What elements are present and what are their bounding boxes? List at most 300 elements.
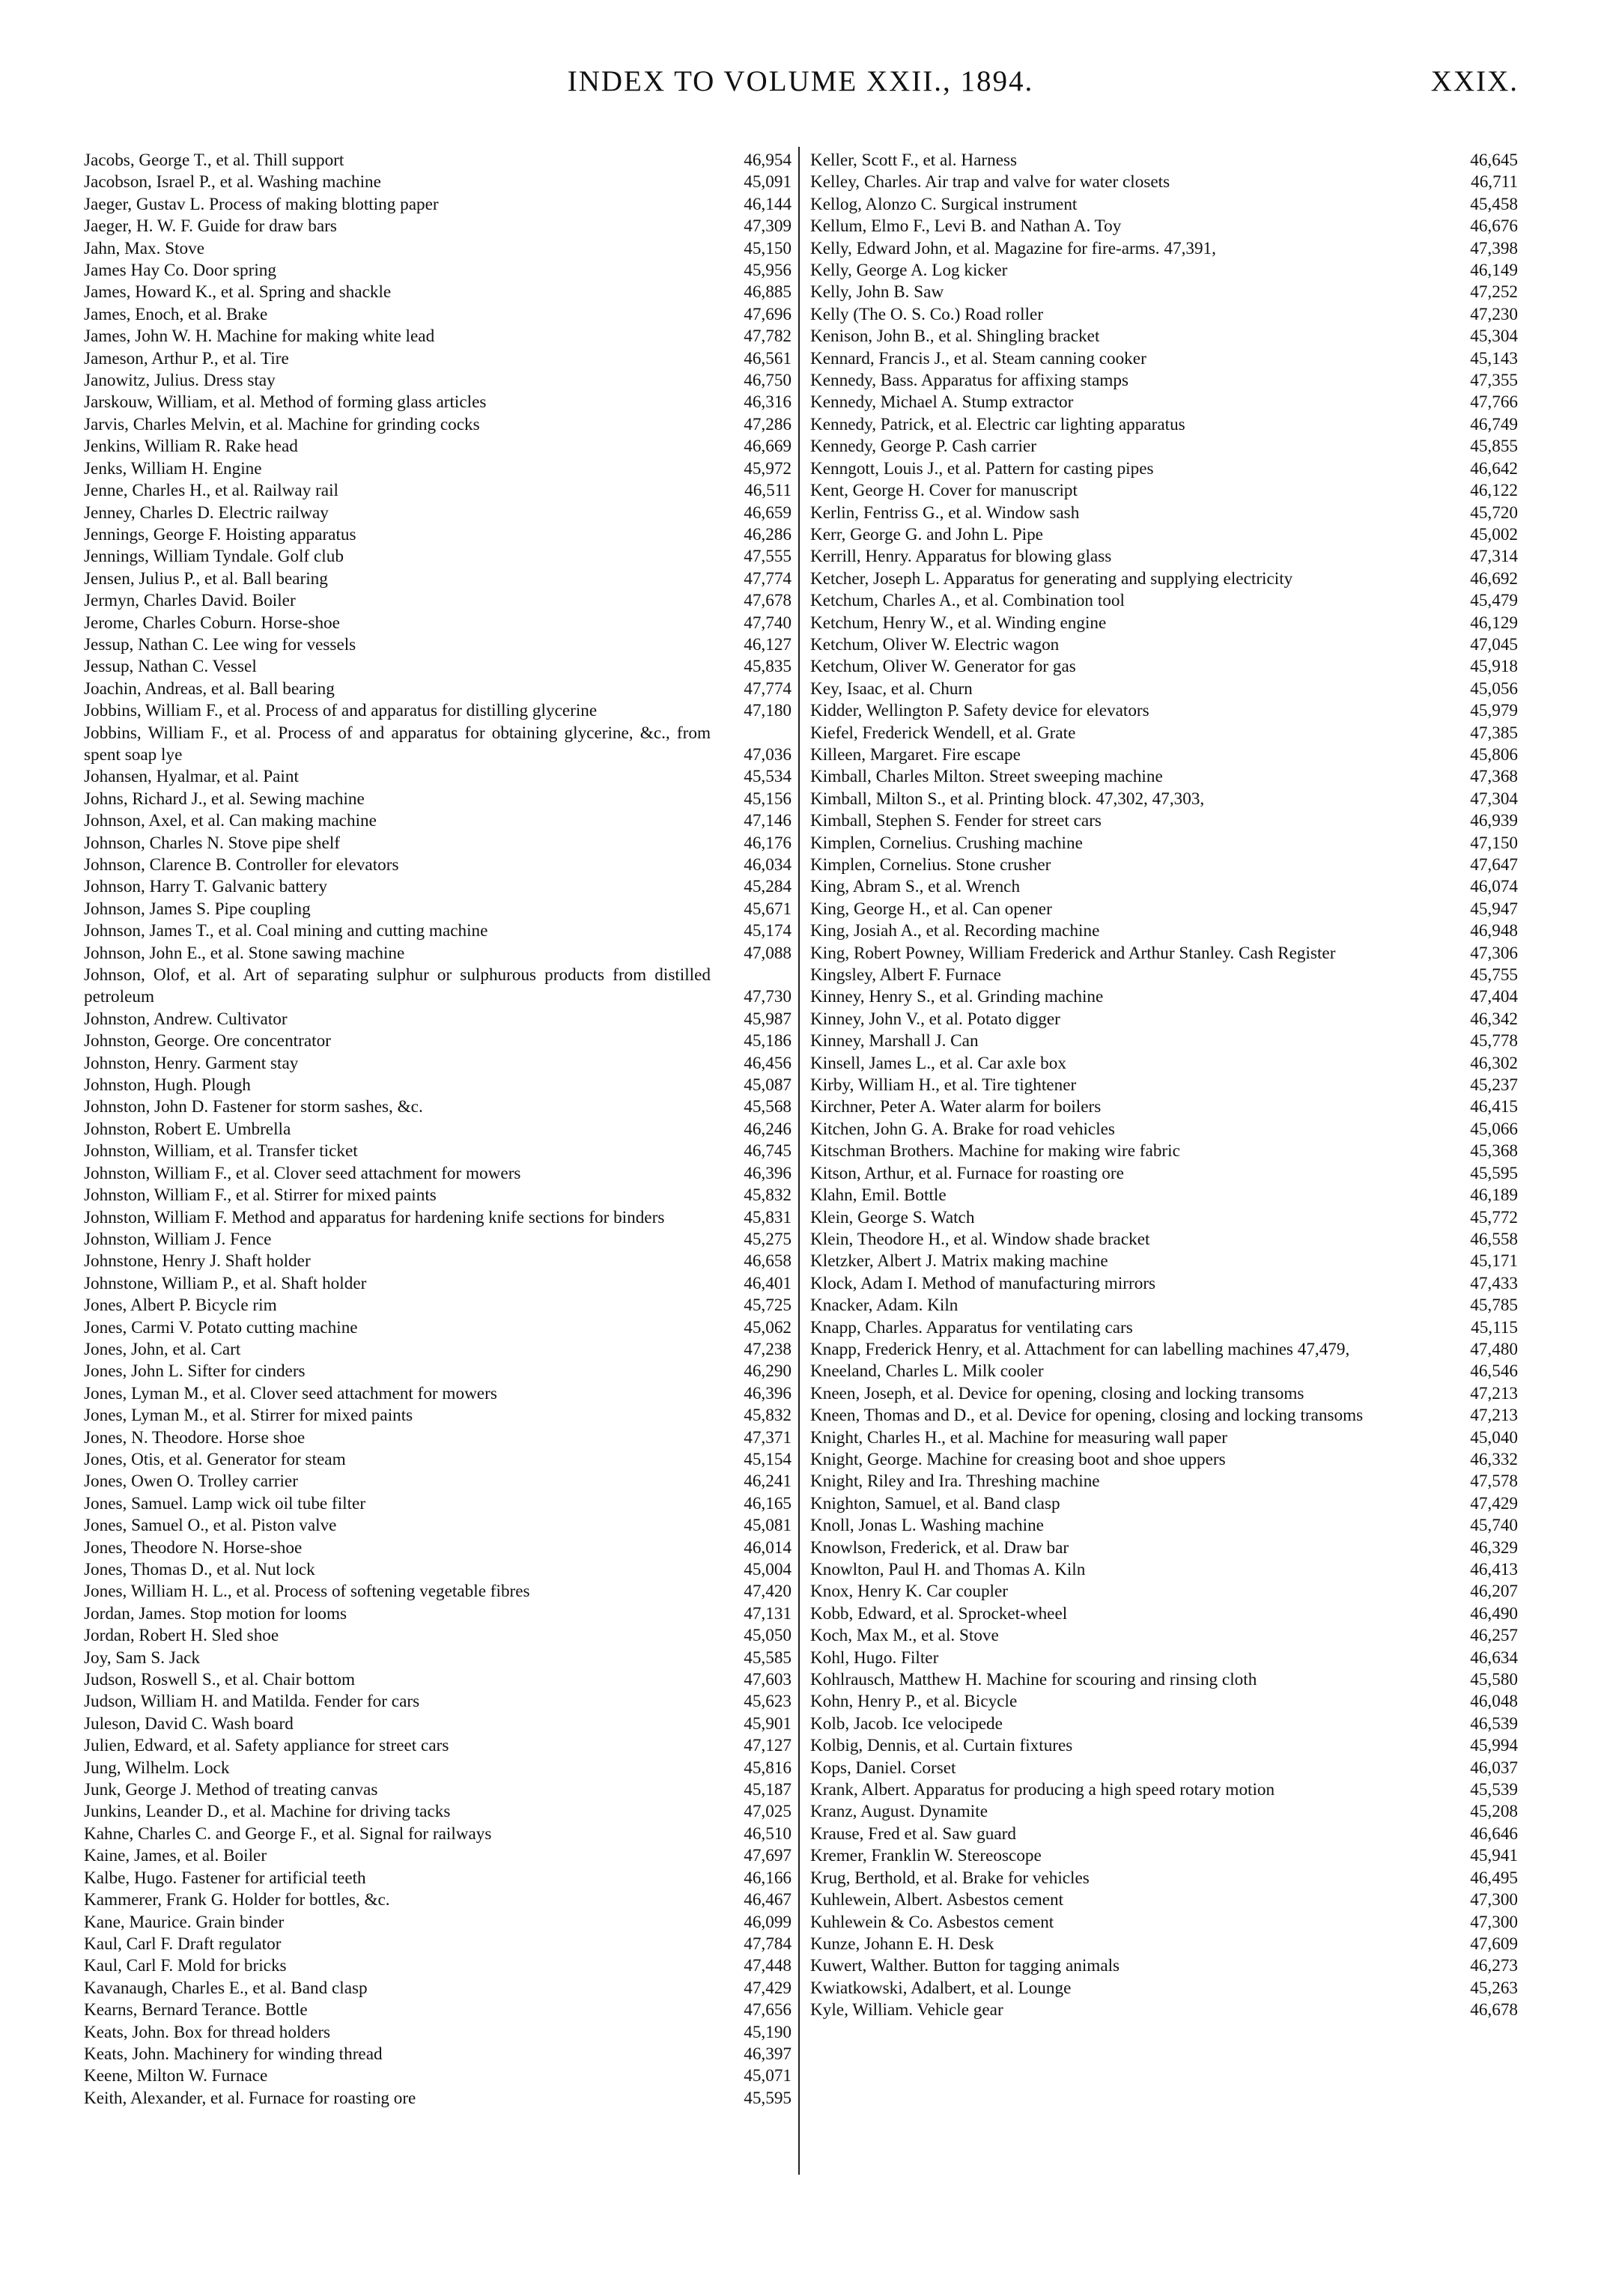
index-entry <box>810 1868 1518 1889</box>
patent-number: 46,396 <box>744 1383 792 1403</box>
index-entry <box>84 1537 792 1559</box>
entry-text: Keats, John. Box for thread holders <box>84 2022 331 2042</box>
patent-number: 46,122 <box>1470 481 1518 501</box>
index-entry <box>84 1934 792 1955</box>
index-entry <box>810 194 1518 216</box>
index-entry <box>810 326 1518 347</box>
index-entry <box>84 1868 792 1889</box>
patent-number: 45,186 <box>744 1031 792 1051</box>
entry-text: King, Abram S., et al. Wrench <box>810 877 1021 897</box>
index-entry <box>84 634 792 656</box>
entry-text: Kennedy, Patrick, et al. Electric car lighting apparatus <box>810 414 1185 434</box>
patent-number: 47,774 <box>744 568 792 589</box>
entry-text: Jones, Theodore N. Horse-shoe <box>84 1537 303 1558</box>
index-entry <box>810 1845 1518 1867</box>
entry-text: Krank, Albert. Apparatus for producing a high speed rotary motion <box>810 1780 1275 1800</box>
patent-number: 45,568 <box>744 1097 792 1117</box>
patent-number: 45,539 <box>1470 1780 1518 1800</box>
patent-number: 45,368 <box>1470 1141 1518 1161</box>
patent-number: 45,987 <box>744 1009 792 1029</box>
entry-text: Johnston, William F., et al. Clover seed attachment for mowers <box>84 1163 521 1183</box>
entry-text: Kennedy, Michael A. Stump extractor <box>810 392 1074 413</box>
index-entry <box>810 1075 1518 1096</box>
patent-number: 45,458 <box>1470 194 1518 214</box>
entry-text: Knighton, Samuel, et al. Band clasp <box>810 1493 1060 1513</box>
index-entry <box>84 2022 792 2044</box>
patent-number: 47,368 <box>1470 767 1518 787</box>
index-entry <box>84 1779 792 1801</box>
index-entry <box>84 546 792 568</box>
patent-number: 47,025 <box>744 1802 792 1822</box>
index-entry <box>810 1273 1518 1295</box>
patent-number: 46,127 <box>744 634 792 655</box>
patent-number: 47,696 <box>744 304 792 324</box>
index-entry <box>810 634 1518 656</box>
entry-text: Kinney, Henry S., et al. Grinding machine <box>810 987 1104 1007</box>
patent-number: 46,939 <box>1470 811 1518 831</box>
index-entry <box>810 1603 1518 1625</box>
index-entry <box>84 326 792 347</box>
patent-number: 45,071 <box>744 2066 792 2086</box>
entry-text: Johnson, James T., et al. Coal mining and cutting machine <box>84 921 488 941</box>
patent-number: 45,755 <box>1470 965 1518 985</box>
patent-number: 45,040 <box>1470 1427 1518 1448</box>
entry-text: Johansen, Hyalmar, et al. Paint <box>84 767 299 787</box>
index-entry <box>84 1758 792 1779</box>
patent-number: 47,036 <box>744 744 792 765</box>
entry-text: Ketcher, Joseph L. Apparatus for generating and supplying electricity <box>810 568 1293 589</box>
index-entry <box>84 920 792 942</box>
index-entry <box>810 1207 1518 1229</box>
index-entry <box>84 1801 792 1823</box>
patent-number: 46,166 <box>744 1868 792 1888</box>
index-entry <box>810 1801 1518 1823</box>
patent-number: 46,561 <box>744 348 792 368</box>
column-divider <box>798 147 800 2175</box>
patent-number: 46,034 <box>744 855 792 875</box>
index-entry <box>810 1317 1518 1339</box>
entry-text: Jenkins, William R. Rake head <box>84 437 298 457</box>
patent-number: 45,725 <box>744 1296 792 1316</box>
index-entry <box>810 436 1518 458</box>
page-header <box>82 64 1519 102</box>
index-entry <box>810 1581 1518 1603</box>
index-column-right <box>810 150 1518 2022</box>
index-entry <box>84 1030 792 1052</box>
entry-text: Johnston, John D. Fastener for storm sashes, &c. <box>84 1097 423 1117</box>
entry-text: Juleson, David C. Wash board <box>84 1713 294 1734</box>
patent-number: 46,037 <box>1470 1758 1518 1778</box>
entry-text: Jenney, Charles D. Electric railway <box>84 502 329 523</box>
index-entry <box>84 2088 792 2110</box>
index-entry <box>810 1955 1518 1977</box>
entry-text: Krause, Fred et al. Saw guard <box>810 1823 1016 1844</box>
patent-number: 47,300 <box>1470 1890 1518 1910</box>
index-entry <box>84 1978 792 1999</box>
entry-text: Kellog, Alonzo C. Surgical instrument <box>810 194 1078 214</box>
entry-text: Kennedy, George P. Cash carrier <box>810 437 1036 457</box>
index-entry <box>810 392 1518 413</box>
entry-text: Johnston, George. Ore concentrator <box>84 1031 331 1051</box>
entry-text: Knox, Henry K. Car coupler <box>810 1582 1009 1602</box>
entry-text: Kaul, Carl F. Draft regulator <box>84 1934 282 1954</box>
entry-text: Kwiatkowski, Adalbert, et al. Lounge <box>810 1978 1072 1998</box>
patent-number: 47,309 <box>744 216 792 237</box>
entry-text: Kuhlewein & Co. Asbestos cement <box>810 1912 1054 1932</box>
patent-number: 45,275 <box>744 1229 792 1249</box>
patent-number: 46,658 <box>744 1251 792 1272</box>
index-entry <box>84 590 792 612</box>
patent-number: 45,595 <box>744 2088 792 2108</box>
entry-text: Jaeger, Gustav L. Process of making blotting paper <box>84 194 439 214</box>
index-entry <box>810 1735 1518 1757</box>
patent-number: 46,415 <box>1470 1097 1518 1117</box>
index-entry <box>84 1339 792 1361</box>
patent-number: 47,420 <box>744 1582 792 1602</box>
entry-text: Jones, John L. Sifter for cinders <box>84 1361 306 1382</box>
index-entry <box>84 436 792 458</box>
entry-text: Jones, Lyman M., et al. Stirrer for mixed paints <box>84 1406 413 1426</box>
patent-number: 45,832 <box>744 1185 792 1206</box>
patent-number: 45,947 <box>1470 899 1518 919</box>
entry-text: Judson, William H. and Matilda. Fender for cars <box>84 1692 420 1712</box>
patent-number: 45,066 <box>1470 1119 1518 1139</box>
index-entry <box>810 502 1518 524</box>
patent-number: 45,835 <box>744 657 792 677</box>
patent-number: 45,585 <box>744 1647 792 1668</box>
patent-number: 47,429 <box>744 1978 792 1998</box>
entry-text: Knight, Riley and Ira. Threshing machine <box>810 1472 1100 1492</box>
patent-number: 46,149 <box>1470 261 1518 281</box>
entry-text: Kremer, Franklin W. Stereoscope <box>810 1846 1042 1866</box>
entry-text: Kearns, Bernard Terance. Bottle <box>84 2000 308 2020</box>
index-entry <box>810 260 1518 282</box>
patent-number: 46,273 <box>1470 1956 1518 1976</box>
entry-text: Jordan, James. Stop motion for looms <box>84 1603 347 1624</box>
entry-text: Johnston, William F. Method and apparatus for hardening knife sections for binders <box>84 1207 665 1227</box>
index-entry <box>84 568 792 590</box>
index-entry <box>810 348 1518 370</box>
entry-text: Ketchum, Oliver W. Generator for gas <box>810 657 1076 677</box>
patent-number: 46,332 <box>1470 1449 1518 1469</box>
patent-number: 45,941 <box>1470 1846 1518 1866</box>
patent-number: 46,286 <box>744 524 792 544</box>
entry-text: Klahn, Emil. Bottle <box>810 1185 947 1206</box>
patent-number: 45,580 <box>1470 1670 1518 1690</box>
entry-text: Knacker, Adam. Kiln <box>810 1296 959 1316</box>
entry-text: Jones, Otis, et al. Generator for steam <box>84 1449 346 1469</box>
entry-text: Kalbe, Hugo. Fastener for artificial teeth <box>84 1868 366 1888</box>
index-entry <box>810 1713 1518 1735</box>
patent-number: 47,609 <box>1470 1934 1518 1954</box>
entry-text: Kavanaugh, Charles E., et al. Band clasp <box>84 1978 368 1998</box>
entry-text: Johns, Richard J., et al. Sewing machine <box>84 789 365 809</box>
entry-text: Kelly (The O. S. Co.) Road roller <box>810 304 1044 324</box>
entry-text: Johnstone, William P., et al. Shaft holder <box>84 1273 367 1293</box>
index-entry <box>84 899 792 920</box>
patent-number: 47,647 <box>1470 855 1518 875</box>
entry-text: Johnson, Clarence B. Controller for elevators <box>84 855 399 875</box>
index-entry <box>810 1119 1518 1141</box>
entry-text: Kobb, Edward, et al. Sprocket-wheel <box>810 1603 1068 1624</box>
patent-number: 47,404 <box>1470 987 1518 1007</box>
patent-number: 46,257 <box>1470 1626 1518 1646</box>
index-entry <box>810 613 1518 634</box>
entry-text: James, Howard K., et al. Spring and shackle <box>84 282 392 303</box>
patent-number: 45,190 <box>744 2022 792 2042</box>
patent-number: 46,207 <box>1470 1582 1518 1602</box>
index-entry <box>810 1934 1518 1955</box>
entry-text: Kletzker, Albert J. Matrix making machine <box>810 1251 1108 1272</box>
patent-number: 47,131 <box>744 1603 792 1624</box>
patent-number: 47,555 <box>744 547 792 567</box>
index-entry <box>810 1758 1518 1779</box>
index-entry <box>810 1493 1518 1515</box>
patent-number: 46,413 <box>1470 1560 1518 1579</box>
patent-number: 47,306 <box>1470 943 1518 963</box>
patent-number: 47,314 <box>1470 547 1518 567</box>
patent-number: 45,143 <box>1470 348 1518 368</box>
patent-number: 46,539 <box>1470 1713 1518 1734</box>
entry-text: Kennedy, Bass. Apparatus for affixing stamps <box>810 371 1129 391</box>
patent-number: 47,398 <box>1470 238 1518 258</box>
patent-number: 47,730 <box>744 987 792 1007</box>
entry-text: Kerlin, Fentriss G., et al. Window sash <box>810 502 1080 523</box>
index-entry <box>810 1999 1518 2021</box>
patent-number: 45,816 <box>744 1758 792 1778</box>
entry-text: Kunze, Johann E. H. Desk <box>810 1934 994 1954</box>
index-entry <box>810 1449 1518 1471</box>
index-entry <box>810 1779 1518 1801</box>
index-entry <box>84 1647 792 1669</box>
index-entry <box>84 1119 792 1141</box>
entry-text: James, John W. H. Machine for making white lead <box>84 327 435 347</box>
index-entry <box>84 1405 792 1427</box>
patent-number: 47,213 <box>1470 1383 1518 1403</box>
index-entry <box>810 1823 1518 1845</box>
index-entry <box>84 282 792 303</box>
entry-text: Koch, Max M., et al. Stove <box>810 1626 999 1646</box>
patent-number: 46,692 <box>1470 568 1518 589</box>
entry-text: Johnston, Henry. Garment stay <box>84 1053 299 1073</box>
patent-number: 46,954 <box>744 151 792 170</box>
entry-text: Kimball, Milton S., et al. Printing block. 47,302, 47,303, <box>810 789 1205 809</box>
entry-text: Kidder, Wellington P. Safety device for elevators <box>810 701 1149 721</box>
entry-text: Killeen, Margaret. Fire escape <box>810 744 1021 765</box>
patent-number: 45,785 <box>1470 1296 1518 1316</box>
index-entry <box>84 1163 792 1185</box>
index-entry <box>84 1317 792 1339</box>
patent-number: 45,534 <box>744 767 792 787</box>
index-entry <box>84 810 792 832</box>
patent-number: 46,129 <box>1470 613 1518 633</box>
entry-text: Kitchen, John G. A. Brake for road vehicles <box>810 1119 1115 1139</box>
patent-number: 45,156 <box>744 789 792 809</box>
patent-number: 46,634 <box>1470 1647 1518 1668</box>
patent-number: 45,979 <box>1470 701 1518 721</box>
entry-text: Ketchum, Oliver W. Electric wagon <box>810 634 1060 655</box>
entry-text: Kammerer, Frank G. Holder for bottles, &c. <box>84 1890 390 1910</box>
index-entry <box>84 678 792 700</box>
patent-number: 46,397 <box>744 2044 792 2064</box>
entry-text: Johnson, Harry T. Galvanic battery <box>84 877 327 897</box>
index-entry <box>810 1647 1518 1669</box>
patent-number: 47,740 <box>744 613 792 633</box>
patent-number: 46,659 <box>744 502 792 523</box>
index-entry <box>84 2065 792 2087</box>
entry-text: Johnson, Charles N. Stove pipe shelf <box>84 833 340 853</box>
patent-number: 45,778 <box>1470 1031 1518 1051</box>
entry-text: Jameson, Arthur P., et al. Tire <box>84 348 289 368</box>
patent-number: 46,678 <box>1470 2000 1518 2020</box>
entry-text: Knowlson, Frederick, et al. Draw bar <box>810 1537 1069 1558</box>
index-entry <box>84 1251 792 1272</box>
index-entry <box>84 854 792 876</box>
index-entry <box>810 1912 1518 1934</box>
entry-text: Kuhlewein, Albert. Asbestos cement <box>810 1890 1064 1910</box>
index-entry <box>810 986 1518 1008</box>
entry-text: Jennings, George F. Hoisting apparatus <box>84 524 356 544</box>
index-entry <box>84 1096 792 1118</box>
patent-number: 47,429 <box>1470 1493 1518 1513</box>
patent-number: 45,056 <box>1470 678 1518 699</box>
index-entry <box>810 1185 1518 1206</box>
index-entry <box>810 965 1518 986</box>
entry-text: Jones, Thomas D., et al. Nut lock <box>84 1560 315 1579</box>
patent-number: 46,745 <box>744 1141 792 1161</box>
index-entry <box>810 854 1518 876</box>
entry-text: Jenks, William H. Engine <box>84 458 262 479</box>
index-entry <box>810 1339 1518 1361</box>
entry-text: Ketchum, Charles A., et al. Combination tool <box>810 591 1125 611</box>
entry-text: Johnston, Andrew. Cultivator <box>84 1009 288 1029</box>
entry-text: Klein, George S. Watch <box>810 1207 975 1227</box>
index-entry <box>810 370 1518 392</box>
entry-text: Jennings, William Tyndale. Golf club <box>84 547 344 567</box>
patent-number: 45,154 <box>744 1449 792 1469</box>
entry-text: Kingsley, Albert F. Furnace <box>810 965 1001 985</box>
patent-number: 45,150 <box>744 238 792 258</box>
patent-number: 46,144 <box>744 194 792 214</box>
entry-text: Kiefel, Frederick Wendell, et al. Grate <box>810 723 1076 743</box>
index-entry <box>810 282 1518 303</box>
entry-text: Jarvis, Charles Melvin, et al. Machine for grinding cocks <box>84 414 480 434</box>
patent-number: 45,304 <box>1470 327 1518 347</box>
index-entry <box>810 876 1518 898</box>
entry-text: Jobbins, William F., et al. Process of and apparatus for distilling glycerine <box>84 701 598 721</box>
patent-number: 46,176 <box>744 833 792 853</box>
entry-text: Jones, Carmi V. Potato cutting machine <box>84 1317 358 1337</box>
entry-text: Kolbig, Dennis, et al. Curtain fixtures <box>810 1736 1073 1756</box>
index-entry <box>84 965 792 1009</box>
patent-number: 45,263 <box>1470 1978 1518 1998</box>
index-entry <box>810 546 1518 568</box>
index-entry <box>810 1141 1518 1162</box>
entry-text: Kneen, Joseph, et al. Device for opening, closing and locking transoms <box>810 1383 1304 1403</box>
entry-text: Kimplen, Cornelius. Crushing machine <box>810 833 1083 853</box>
entry-text: Kinsell, James L., et al. Car axle box <box>810 1053 1066 1073</box>
index-entry <box>84 150 792 171</box>
entry-text: Jacobson, Israel P., et al. Washing machine <box>84 172 381 192</box>
entry-text: Jones, N. Theodore. Horse shoe <box>84 1427 306 1448</box>
patent-number: 46,645 <box>1470 151 1518 170</box>
patent-number: 46,642 <box>1470 458 1518 479</box>
patent-number: 46,074 <box>1470 877 1518 897</box>
entry-text: Jobbins, William F., et al. Process of and apparatus for obtaining glycerine, &c., from spent soap lye <box>84 723 711 765</box>
entry-text: Kerr, George G. and John L. Pipe <box>810 524 1043 544</box>
patent-number: 45,918 <box>1470 657 1518 677</box>
index-entry <box>84 1713 792 1735</box>
patent-number: 47,238 <box>744 1339 792 1359</box>
entry-text: Keats, John. Machinery for winding thread <box>84 2044 383 2064</box>
patent-number: 46,467 <box>744 1890 792 1910</box>
patent-number: 47,045 <box>1470 634 1518 655</box>
patent-number: 47,146 <box>744 811 792 831</box>
entry-text: Jones, Owen O. Trolley carrier <box>84 1472 298 1492</box>
index-entry <box>84 789 792 810</box>
index-entry <box>810 568 1518 590</box>
patent-number: 46,099 <box>744 1912 792 1932</box>
index-entry <box>84 502 792 524</box>
index-entry <box>84 656 792 678</box>
entry-text: Jermyn, Charles David. Boiler <box>84 591 296 611</box>
patent-number: 45,115 <box>1471 1317 1518 1337</box>
entry-text: Kranz, August. Dynamite <box>810 1802 988 1822</box>
entry-text: Johnston, William J. Fence <box>84 1229 272 1249</box>
entry-text: Joachin, Andreas, et al. Ball bearing <box>84 678 335 699</box>
patent-number: 45,187 <box>744 1780 792 1800</box>
index-entry <box>84 1912 792 1934</box>
entry-text: Johnston, Hugh. Plough <box>84 1075 251 1096</box>
patent-number: 45,972 <box>744 458 792 479</box>
patent-number: 47,678 <box>744 591 792 611</box>
patent-number: 47,480 <box>1470 1339 1518 1359</box>
index-entry <box>810 414 1518 436</box>
patent-number: 47,766 <box>1470 392 1518 413</box>
entry-text: Jessup, Nathan C. Vessel <box>84 657 257 677</box>
patent-number: 46,048 <box>1470 1692 1518 1712</box>
patent-number: 45,087 <box>744 1075 792 1096</box>
patent-number: 46,558 <box>1470 1229 1518 1249</box>
entry-text: Kohlrausch, Matthew H. Machine for scouring and rinsing cloth <box>810 1670 1257 1690</box>
patent-number: 46,302 <box>1470 1053 1518 1073</box>
entry-text: Jensen, Julius P., et al. Ball bearing <box>84 568 328 589</box>
index-entry <box>84 1603 792 1625</box>
entry-text: Kitschman Brothers. Machine for making wire fabric <box>810 1141 1180 1161</box>
entry-text: Kinney, Marshall J. Can <box>810 1031 979 1051</box>
index-entry <box>84 1141 792 1162</box>
index-entry <box>84 723 792 767</box>
entry-text: Kelly, John B. Saw <box>810 282 944 303</box>
entry-text: King, Josiah A., et al. Recording machine <box>810 921 1100 941</box>
entry-text: Knoll, Jonas L. Washing machine <box>810 1516 1044 1536</box>
entry-text: Kinney, John V., et al. Potato digger <box>810 1009 1060 1029</box>
entry-text: Kyle, William. Vehicle gear <box>810 2000 1003 2020</box>
patent-number: 46,316 <box>744 392 792 413</box>
entry-text: Junk, George J. Method of treating canvas <box>84 1780 378 1800</box>
index-entry <box>810 920 1518 942</box>
index-entry <box>84 766 792 788</box>
entry-text: Jacobs, George T., et al. Thill support <box>84 151 344 170</box>
entry-text: Jones, William H. L., et al. Process of softening vegetable fibres <box>84 1582 530 1602</box>
patent-number: 46,948 <box>1470 921 1518 941</box>
entry-text: Knight, Charles H., et al. Machine for measuring wall paper <box>810 1427 1227 1448</box>
index-entry <box>810 1295 1518 1316</box>
patent-number: 47,782 <box>744 327 792 347</box>
page-number: XXIX. <box>1430 65 1519 97</box>
index-entry <box>810 1625 1518 1647</box>
entry-text: Johnson, John E., et al. Stone sawing machine <box>84 943 405 963</box>
